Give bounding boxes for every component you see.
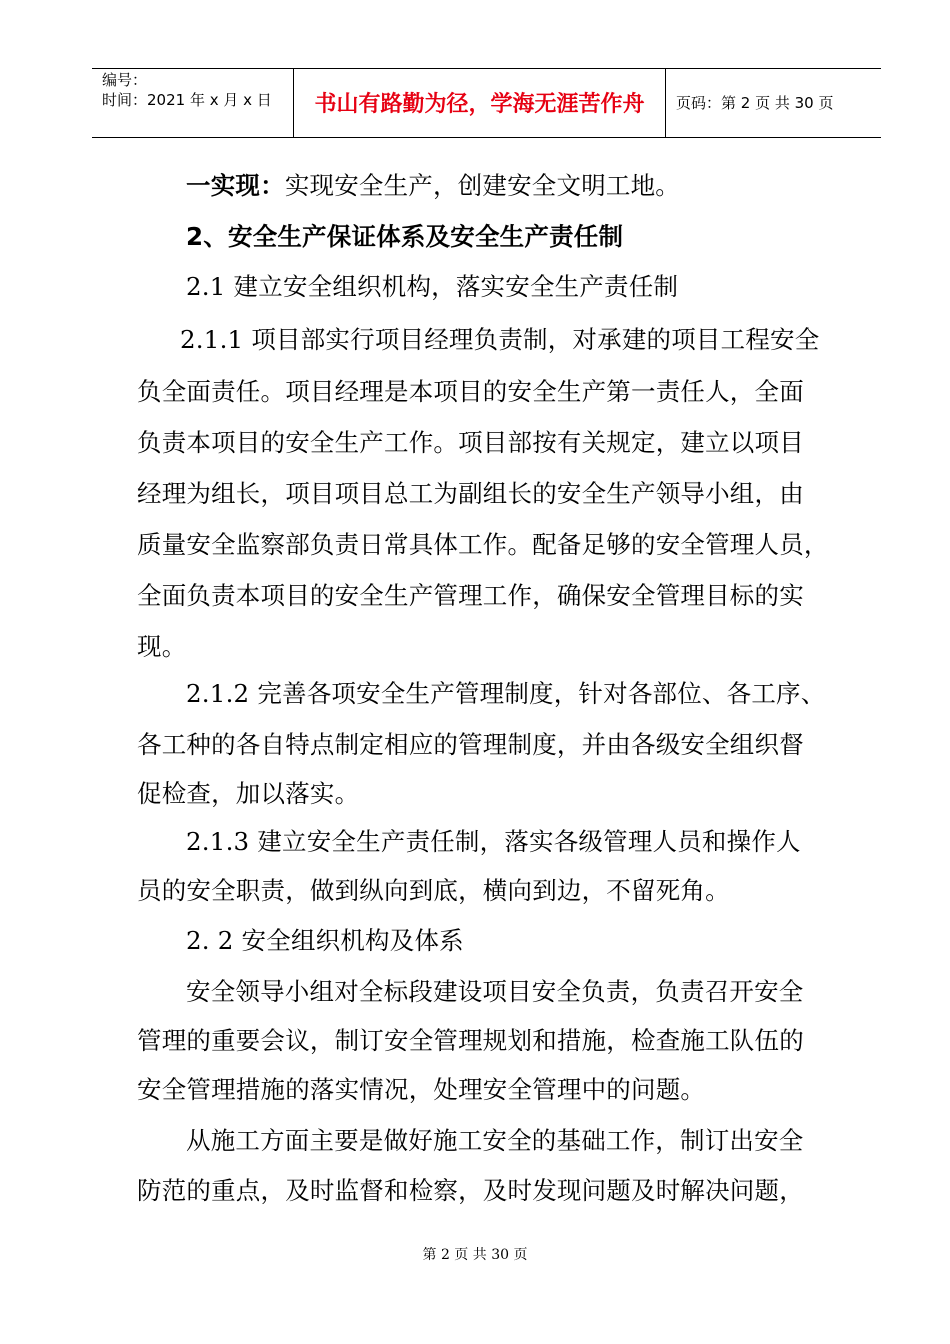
paragraph-line: 管理的重要会议，制订安全管理规划和措施，检查施工队伍的	[137, 1026, 804, 1055]
paragraph-line: 2.1.3 建立安全生产责任制，落实各级管理人员和操作人	[186, 827, 801, 856]
header-motto-cell	[294, 69, 666, 137]
bold-lead: 一实现：	[186, 171, 285, 200]
paragraph-line: 员的安全职责，做到纵向到底，横向到边，不留死角。	[137, 876, 730, 905]
section-heading: 2、安全生产保证体系及安全生产责任制	[186, 222, 624, 251]
header-page-cell	[666, 69, 881, 137]
paragraph-line: 安全管理措施的落实情况，处理安全管理中的问题。	[137, 1075, 706, 1104]
header-page-info: 页码：第 2 页 共 30 页	[676, 94, 834, 112]
paragraph-line: 从施工方面主要是做好施工安全的基础工作，制订出安全	[186, 1126, 804, 1155]
paragraph-line: 现。	[137, 632, 187, 661]
paragraph-line: 促检查，加以落实。	[137, 779, 360, 808]
paragraph-line: 2.1.1 项目部实行项目经理负责制，对承建的项目工程安全	[180, 325, 820, 354]
document-number-label: 编号：	[102, 71, 148, 89]
header-motto: 书山有路勤为径，学海无涯苦作舟	[314, 92, 645, 117]
paragraph-line	[186, 171, 680, 201]
line-text: 实现安全生产，创建安全文明工地。	[284, 171, 681, 200]
document-time-label: 时间：2021 年 x 月 x 日	[102, 91, 272, 109]
paragraph-line: 安全领导小组对全标段建设项目安全负责，负责召开安全	[186, 977, 804, 1006]
subsection-heading: 2. 2 安全组织机构及体系	[186, 926, 464, 955]
paragraph-line: 负责本项目的安全生产工作。项目部按有关规定，建立以项目	[137, 428, 804, 457]
header-meta-cell	[92, 69, 294, 137]
paragraph-line: 全面负责本项目的安全生产管理工作，确保安全管理目标的实	[137, 581, 804, 610]
paragraph-line: 质量安全监察部负责日常具体工作。配备足够的安全管理人员，	[137, 530, 829, 559]
paragraph-line: 2.1.2 完善各项安全生产管理制度，针对各部位、各工序、	[186, 679, 826, 708]
paragraph-line: 负全面责任。项目经理是本项目的安全生产第一责任人，全面	[137, 377, 804, 406]
paragraph-line: 各工种的各自特点制定相应的管理制度，并由各级安全组织督	[137, 730, 804, 759]
paragraph-line: 经理为组长，项目项目总工为副组长的安全生产领导小组，由	[137, 479, 804, 508]
subsection-heading: 2.1 建立安全组织机构，落实安全生产责任制	[186, 272, 679, 301]
document-header	[92, 68, 881, 138]
page-footer: 第 2 页 共 30 页	[422, 1247, 528, 1263]
paragraph-line: 防范的重点，及时监督和检察，及时发现问题及时解决问题，	[137, 1176, 804, 1205]
